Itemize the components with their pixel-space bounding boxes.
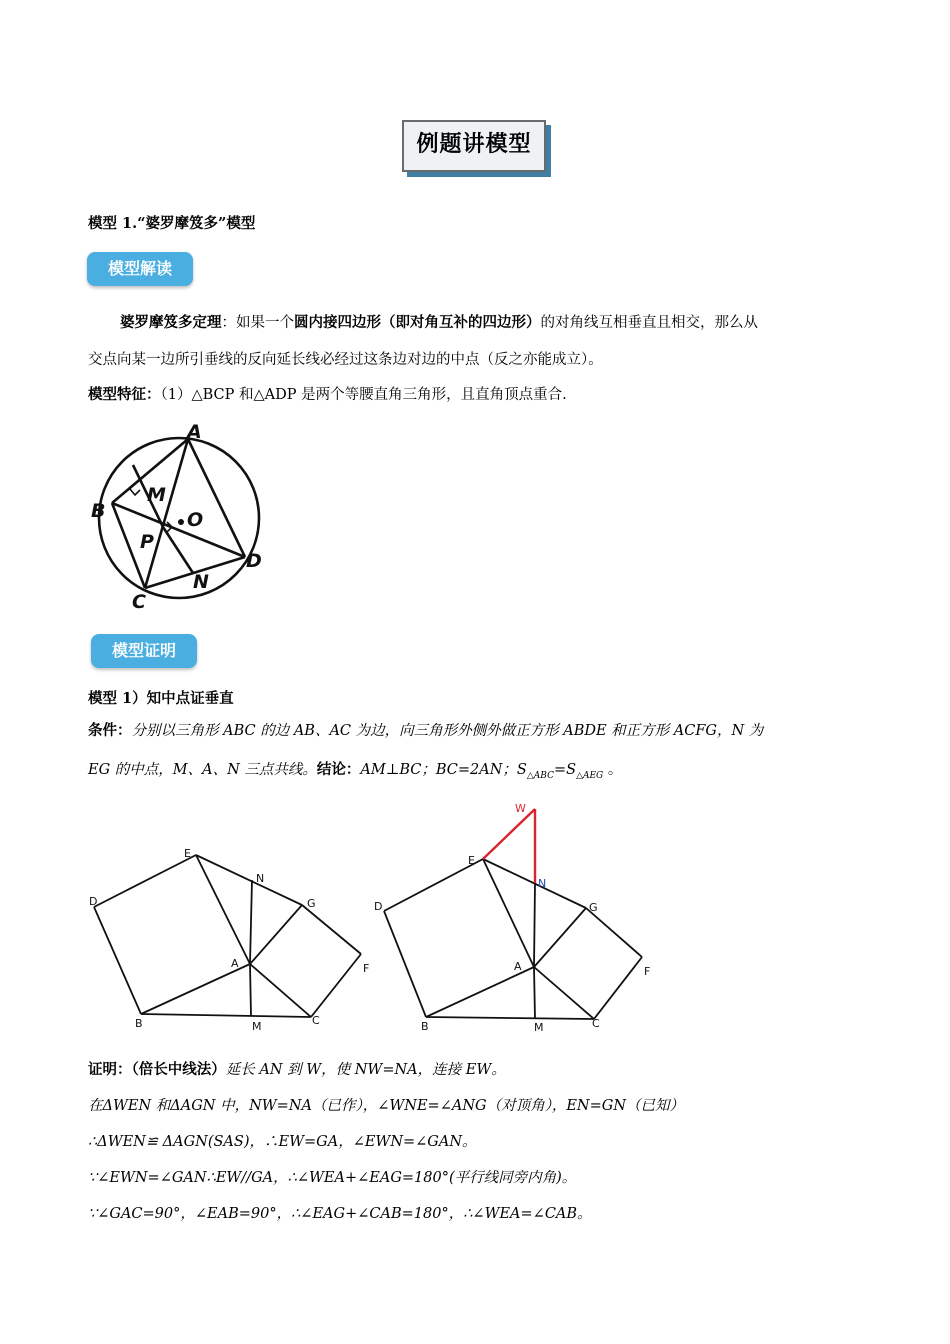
- label-A: A: [514, 960, 522, 973]
- feature-text: （1）△BCP 和△ADP 是两个等腰直角三角形，且直角顶点重合.: [160, 387, 567, 403]
- model-interpretation-badge: 模型解读: [87, 252, 193, 286]
- title-box: [402, 120, 546, 172]
- label-N: N: [538, 877, 547, 890]
- theorem-text-rest: 的对角线互相垂直且相交，那么从: [540, 315, 758, 331]
- conclusion-label: 结论：: [316, 761, 361, 778]
- condition-line2: [88, 760, 622, 786]
- model-heading: [88, 214, 255, 234]
- label-F: F: [363, 962, 370, 975]
- condition-text: 分别以三角形 ABC 的边 AB、AC 为边，向三角形外侧外做正方形 ABDE 和正方形 ACFG，N 为: [131, 723, 764, 739]
- label-A: A: [187, 421, 202, 443]
- label-A: A: [231, 957, 239, 970]
- condition-line1: [88, 721, 763, 741]
- label-M: M: [147, 484, 166, 506]
- conclusion-end: 。: [603, 762, 623, 778]
- area-subscript-2: △AEG: [576, 770, 604, 781]
- proof-line3: ∴ΔWEN≌ ΔAGN(SAS)，∴EW=GA，∠EWN=∠GAN。: [88, 1134, 477, 1150]
- figure-squares-right: [370, 796, 660, 1038]
- conclusion-equals: =S: [553, 762, 577, 778]
- label-G: G: [589, 901, 598, 914]
- label-C: C: [312, 1014, 320, 1027]
- model-feature: [88, 385, 567, 405]
- label-E: E: [468, 854, 475, 867]
- label-E: E: [184, 847, 191, 860]
- condition-text-2: EG 的中点，M、A、N 三点共线。: [88, 762, 317, 778]
- label-B: B: [91, 500, 106, 522]
- model-number: 模型 1.: [88, 215, 138, 232]
- model-name: “婆罗摩笈多”模型: [137, 215, 256, 232]
- proof-label: 证明：: [88, 1061, 132, 1078]
- label-M: M: [252, 1020, 262, 1033]
- model-proof-badge: 模型证明: [91, 634, 197, 668]
- label-P: P: [140, 531, 154, 553]
- proof-step-1: 延长 AN 到 W，使 NW=NA，连接 EW。: [225, 1062, 506, 1078]
- label-C: C: [592, 1017, 600, 1030]
- conclusion-text: AM⊥BC；BC=2AN；S: [360, 762, 527, 778]
- label-D: D: [374, 900, 383, 913]
- theorem-paragraph-line2: 交点向某一边所引垂线的反向延长线必经过这条边对边的中点（反之亦能成立）。: [88, 352, 603, 368]
- theorem-text: ：如果一个: [221, 315, 294, 331]
- proof-line5: ∵∠GAC=90°，∠EAB=90°，∴∠EAG+∠CAB=180°，∴∠WEA=∠CAB。: [88, 1206, 592, 1222]
- feature-label: 模型特征：: [88, 386, 161, 403]
- theorem-paragraph-line1: [120, 313, 758, 333]
- circle-outline: [99, 438, 259, 598]
- label-O: O: [187, 509, 204, 531]
- label-N: N: [256, 872, 265, 885]
- label-N: N: [193, 571, 209, 593]
- label-F: F: [644, 965, 651, 978]
- label-B: B: [135, 1017, 143, 1030]
- label-C: C: [132, 591, 146, 613]
- proof-line1: [88, 1060, 506, 1080]
- label-M: M: [534, 1021, 544, 1034]
- proof-line4: ∵∠EWN=∠GAN∴EW//GA，∴∠WEA+∠EAG=180°(平行线同旁内角)。: [88, 1170, 577, 1186]
- figure-circle-quadrilateral: [85, 418, 270, 618]
- theorem-condition: 圆内接四边形（即对角互补的四边形）: [294, 314, 541, 331]
- proof-method: （倍长中线法）: [131, 1061, 226, 1078]
- proof-line2: 在ΔWEN 和ΔAGN 中，NW=NA（已作），∠WNE=∠ANG（对顶角），EN=GN（已知）: [88, 1098, 685, 1114]
- condition-label: 条件：: [88, 722, 132, 739]
- label-D: D: [89, 895, 98, 908]
- proof-heading: 模型 1）知中点证垂直: [88, 690, 234, 707]
- label-G: G: [307, 897, 316, 910]
- theorem-name: 婆罗摩笈多定理: [120, 314, 222, 331]
- label-D: D: [246, 550, 262, 572]
- label-B: B: [421, 1020, 429, 1033]
- label-W: W: [515, 802, 526, 815]
- area-subscript-1: △ABC: [526, 770, 554, 781]
- figure-squares-left: [80, 840, 370, 1040]
- page-title: 例题讲模型: [416, 132, 532, 157]
